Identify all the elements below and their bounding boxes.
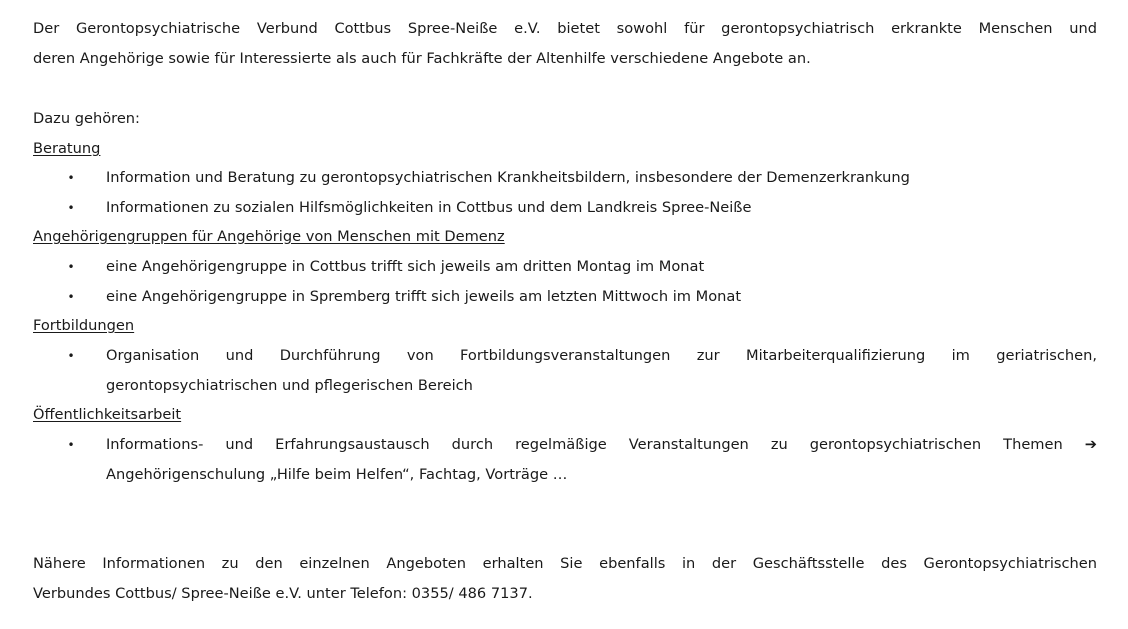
list-item-text-part: Angehörigenschulung „Hilfe beim Helfen“, Fachtag, Vorträge … bbox=[106, 466, 568, 483]
bullet-icon: • bbox=[67, 171, 75, 185]
intro-line-2: deren Angehörige sowie für Interessierte als auch für Fachkräfte der Altenhilfe verschiedene Angebote an. bbox=[33, 50, 811, 67]
bullet-icon: • bbox=[67, 438, 75, 452]
bullet-icon: • bbox=[67, 260, 75, 274]
bullet-icon: • bbox=[67, 290, 75, 304]
arrow-right-icon: ➔ bbox=[1084, 436, 1097, 453]
section-heading-angehoerigengruppen: Angehörigengruppen für Angehörige von Menschen mit Demenz bbox=[33, 228, 505, 245]
section-heading-oeffentlichkeitsarbeit: Öffentlichkeitsarbeit bbox=[33, 406, 182, 423]
dazu-gehoeren-label: Dazu gehören: bbox=[33, 110, 140, 127]
list-item-text: Organisation und Durchführung von Fortbildungsveranstaltungen zur Mitarbeiterqualifizierung im geriatrischen, gerontopsychiatrischen und pflegerischen Bereich bbox=[106, 347, 1097, 394]
bullet-icon: • bbox=[67, 201, 75, 215]
list-item-text: eine Angehörigengruppe in Cottbus trifft sich jeweils am dritten Montag im Monat bbox=[106, 258, 705, 275]
list-item-text: eine Angehörigengruppe in Spremberg trifft sich jeweils am letzten Mittwoch im Monat bbox=[106, 288, 742, 305]
footer-line-1: Nähere Informationen zu den einzelnen Angeboten erhalten Sie ebenfalls in der Geschäftsstelle des Gerontopsychiatrischen bbox=[33, 555, 1097, 572]
list-item-text: Informationen zu sozialen Hilfsmöglichkeiten in Cottbus und dem Landkreis Spree-Neiße bbox=[106, 199, 752, 216]
intro-line-1: Der Gerontopsychiatrische Verbund Cottbus Spree-Neiße e.V. bietet sowohl für gerontopsychiatrisch erkrankte Menschen und bbox=[33, 20, 1097, 37]
list-item-text: Information und Beratung zu gerontopsychiatrischen Krankheitsbildern, insbesondere der Demenzerkrankung bbox=[106, 169, 910, 186]
section-heading-fortbildungen: Fortbildungen bbox=[33, 317, 135, 334]
bullet-icon: • bbox=[67, 349, 75, 363]
list-item-text-part: Informations- und Erfahrungsaustausch durch regelmäßige Veranstaltungen zu gerontopsychiatrischen Themen bbox=[106, 436, 1063, 453]
footer-line-2: Verbundes Cottbus/ Spree-Neiße e.V. unter Telefon: 0355/ 486 7137. bbox=[33, 585, 533, 602]
list-item-text bbox=[106, 430, 1097, 490]
section-heading-beratung: Beratung bbox=[33, 140, 101, 157]
